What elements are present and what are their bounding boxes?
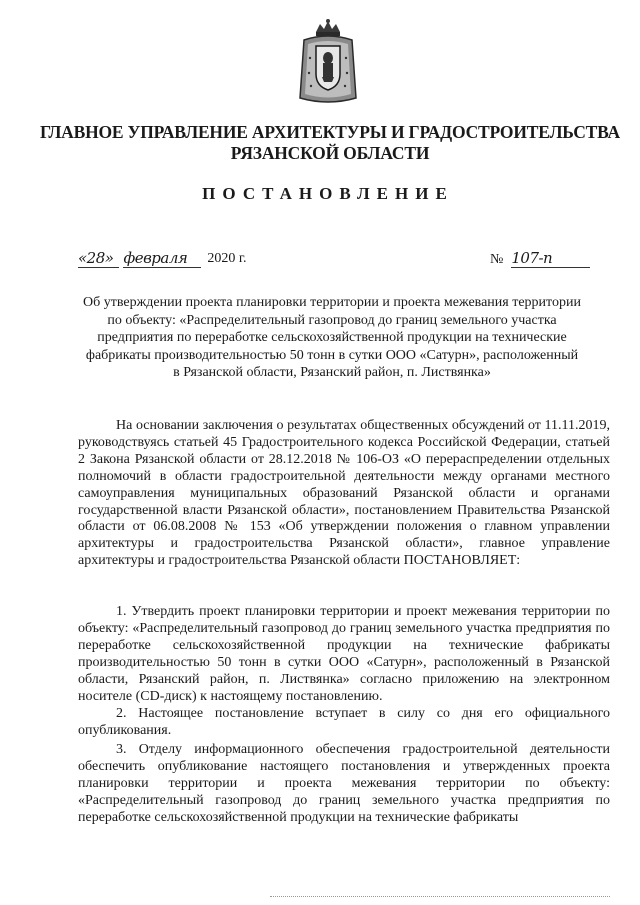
date-month: февраля bbox=[123, 249, 201, 268]
date-year: 2020 г. bbox=[207, 251, 247, 266]
coat-of-arms-icon bbox=[296, 18, 360, 108]
page-bottom-divider bbox=[270, 896, 610, 897]
preamble-paragraph: На основании заключения о результатах общественных обсуждений от 11.11.2019, руководствуясь статьей 45 Градостроительного кодекса Российской Федерации, статьей 2 Закона Рязанской области от 28.12.2018 № 106-ОЗ «О перераспределении отдельных полномочий в области градостроительной деятельности между органами местного самоуправления муниципальных образований Рязанской области и органами государственной власти Рязанской области», постановлением Правительства Рязанской области от 06.08.2008 № 153 «Об утверждении положения о главном управлении архитектуры и градостроительства Рязанской области», главное управление архитектуры и градостроительства Рязанской области ПОСТАНОВЛЯЕТ: bbox=[78, 418, 610, 569]
document-subject: Об утверждении проекта планировки территории и проекта межевания территории по объекту: «Распределительный газопровод до границ земельного участка предприятия по переработке сельскохозяйственной продукции на технические фабрикаты производительностью 50 тонн в сутки ООО «Сатурн», расположенный в Рязанской области, Рязанский район, п. Листвянка» bbox=[83, 295, 581, 381]
date-day: «28» bbox=[78, 249, 119, 268]
number-sign: № bbox=[490, 252, 504, 267]
item-3-paragraph: 3. Отделу информационного обеспечения градостроительной деятельности обеспечить опубликование настоящего постановления и утвержденных проекта планировки территории и проекта межевания территории по объекту: «Распределительный газопровод до границ земельного участка предприятия по переработке сельскохозяйственной продукции на технические фабрикаты bbox=[78, 742, 610, 825]
item-1-paragraph: 1. Утвердить проект планировки территории и проект межевания территории по объекту: «Распределительный газопровод до границ земельного участка предприятия по переработке сельскохозяйственной продукции на технические фабрикаты производительностью 50 тонн в сутки ООО «Сатурн», расположенный в Рязанской области, Рязанский район, п. Листвянка» согласно приложению на электронном носителе (CD-диск) к настоящему постановлению. bbox=[78, 604, 610, 704]
number-value: 107-п bbox=[511, 249, 590, 268]
organization-name-line1: ГЛАВНОЕ УПРАВЛЕНИЕ АРХИТЕКТУРЫ И ГРАДОСТРОИТЕЛЬСТВА bbox=[40, 122, 620, 142]
document-number bbox=[490, 246, 590, 268]
document-date bbox=[78, 246, 247, 268]
organization-name-line2: РЯЗАНСКОЙ ОБЛАСТИ bbox=[230, 143, 430, 163]
item-2-paragraph: 2. Настоящее постановление вступает в силу со дня его официального опубликования. bbox=[78, 706, 610, 738]
document-type-title: ПОСТАНОВЛЕНИЕ bbox=[202, 184, 454, 203]
